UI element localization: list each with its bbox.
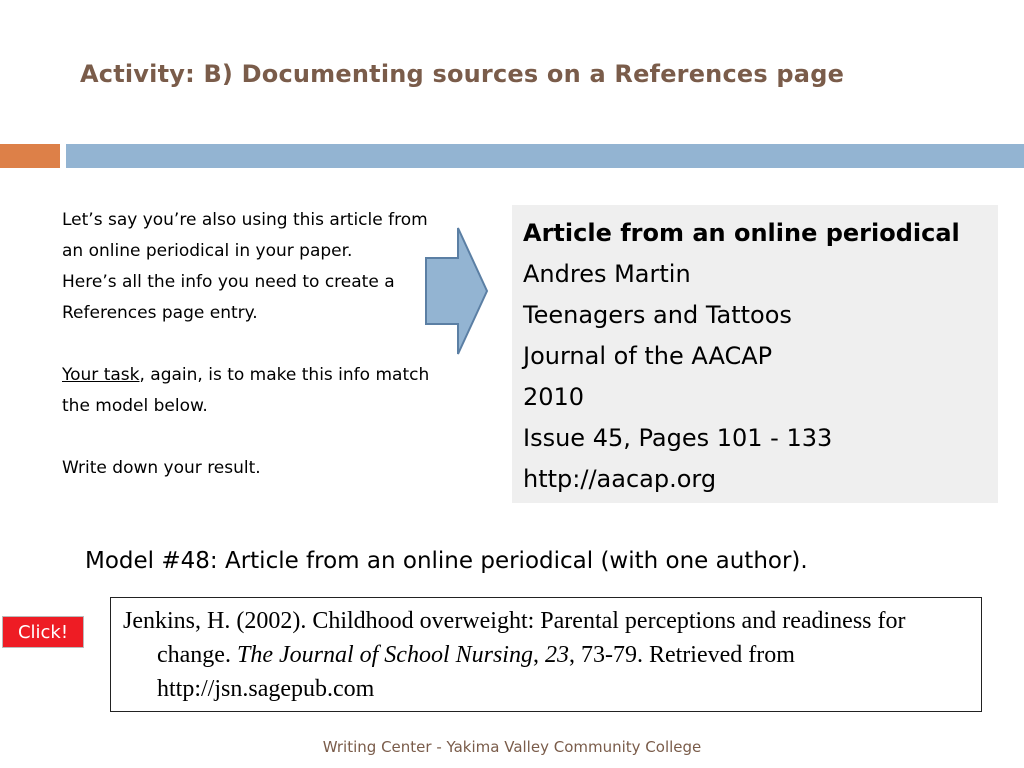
info-journal: Journal of the AACAP [523,342,773,370]
reference-sep: , [532,642,545,668]
intro-paragraph-2: Here’s all the info you need to create a References page entry. [62,272,395,323]
info-issue-pages: Issue 45, Pages 101 - 133 [523,424,833,452]
info-box-heading: Article from an online periodical [523,219,960,247]
footer-text: Writing Center - Yakima Valley Community College [322,738,702,756]
intro-paragraph-1: Let’s say you’re also using this article from an online periodical in your paper. [62,210,428,261]
intro-paragraph-task [62,360,432,422]
task-rest: , again, is to make this info match the model below. [62,365,430,416]
article-info-box [512,205,998,503]
info-year: 2010 [523,383,585,411]
accent-bar-blue [66,144,1024,168]
info-article-title: Teenagers and Tattoos [523,301,792,329]
intro-paragraph-4: Write down your result. [62,458,261,478]
model-heading: Model #48: Article from an online periodical (with one author). [85,548,808,574]
slide-title: Activity: B) Documenting sources on a References page [80,60,845,88]
reference-example-box [110,597,982,712]
reference-entry [123,604,971,706]
accent-bar-orange [0,144,60,168]
intro-text [62,205,432,484]
reference-volume: 23 [544,642,569,668]
reference-part-2: , 73-79. Retrieved from http://jsn.sagepub.com [157,642,795,702]
task-underline: Your task [62,365,140,385]
reference-journal: The Journal of School Nursing [236,642,533,668]
reference-part-1: Jenkins, H. (2002). Childhood overweight: Parental perceptions and readiness for change. [123,608,906,668]
right-arrow-icon [424,226,490,356]
info-author: Andres Martin [523,260,691,288]
click-button[interactable]: Click! [2,616,84,648]
info-url: http://aacap.org [523,465,717,493]
